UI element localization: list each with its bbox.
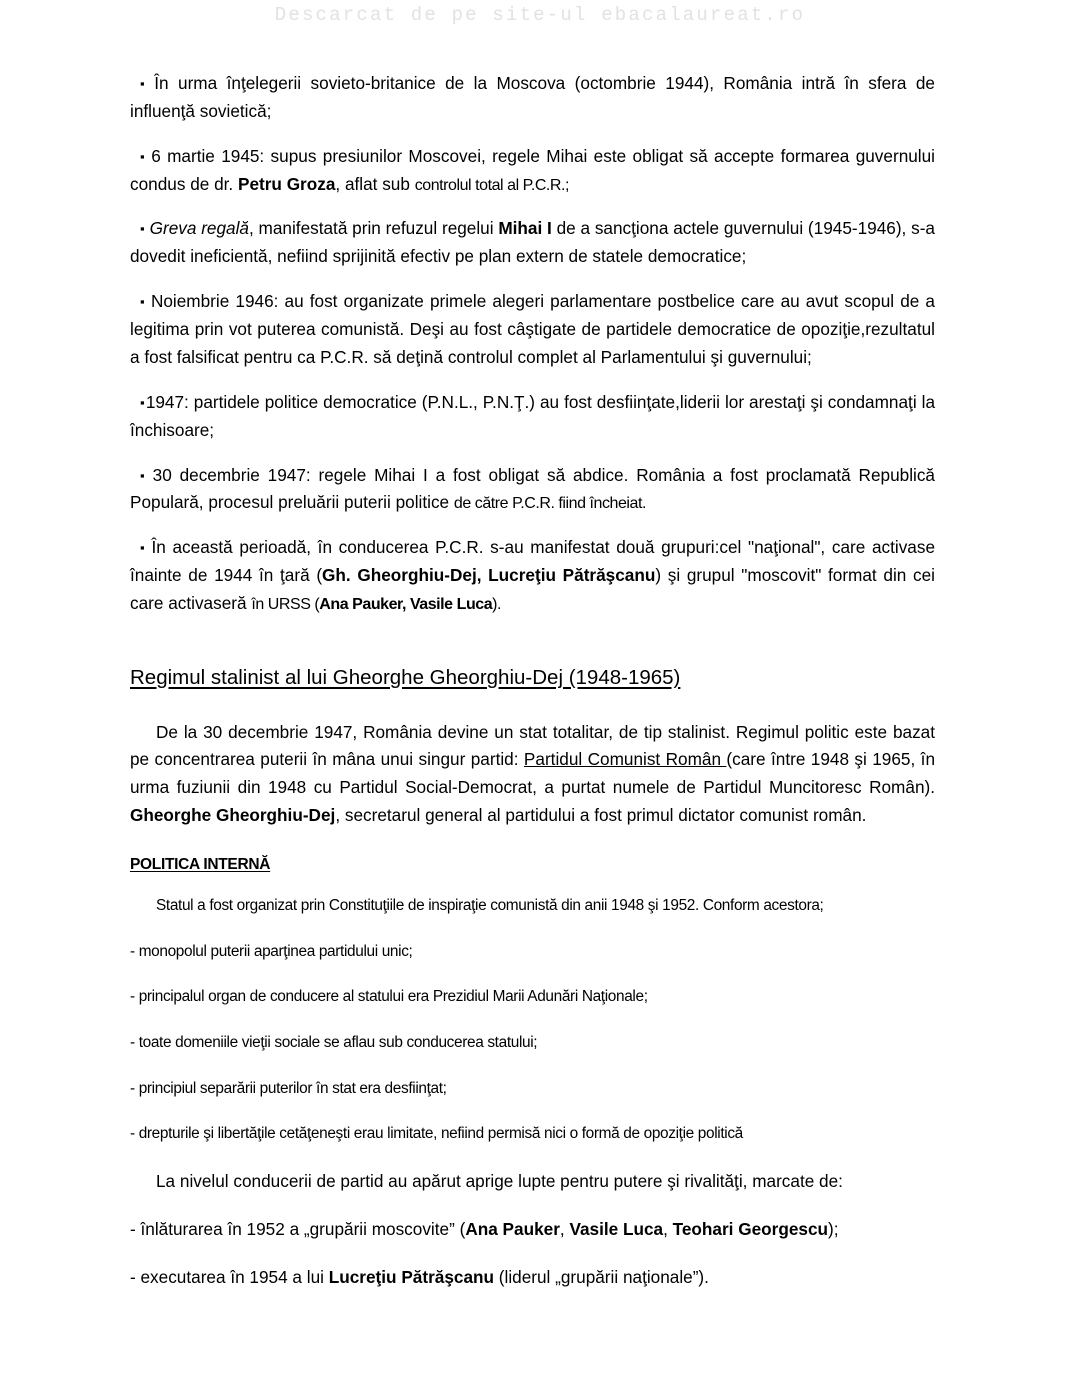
text-run: , aflat sub — [335, 173, 415, 194]
struggle-list — [130, 1216, 935, 1292]
text-run: (liderul „grupării naţionale”). — [494, 1266, 709, 1287]
text-run: De la 30 decembrie 1947, România devine un stat totalitar, de tip stalinist. Regimul politic este bazat pe concentrarea puterii în mâna unui singur partid: — [130, 721, 935, 770]
section-title: Regimul stalinist al lui Gheorghe Gheorghiu-Dej (1948-1965) — [130, 665, 681, 689]
policy-list-item: - drepturile şi libertăţile cetăţeneşti erau limitate, nefiind permisă nici o formă de opoziţie politică — [130, 1125, 743, 1143]
intro-paragraph — [130, 719, 935, 830]
text-condensed-bold: Ana Pauker, Vasile Luca — [319, 595, 493, 613]
text-run: , — [663, 1218, 673, 1239]
bullet-marker-icon: ▪ — [140, 540, 147, 556]
bullet-list — [130, 70, 935, 618]
bullet-marker-icon: ▪ — [140, 394, 145, 410]
bullet-marker-icon: ▪ — [140, 148, 147, 164]
bullet-paragraph — [130, 288, 935, 372]
text-run: , manifestată prin refuzul regelui — [248, 218, 499, 239]
text-condensed: ). — [492, 595, 502, 613]
text-condensed: în URSS ( — [251, 595, 320, 613]
text-run: 1947: partidele politice democratice (P.N.L., P.N.Ţ.) au fost desfiinţate,liderii lor arestaţi şi condamnaţi la închisoare; — [130, 391, 935, 440]
text-run: ); — [828, 1218, 839, 1239]
text-run: - executarea în 1954 a lui — [130, 1266, 329, 1287]
policy-list-item: - toate domeniile vieţii sociale se aflau sub conducerea statului; — [130, 1033, 538, 1051]
emphasis-bold: Vasile Luca — [569, 1218, 664, 1239]
bullet-paragraph — [130, 70, 935, 126]
emphasis-bold: Ana Pauker — [465, 1218, 560, 1239]
bullet-paragraph — [130, 143, 935, 199]
policy-list-item: - monopolul puterii aparţinea partidului unic; — [130, 942, 413, 960]
bullet-marker-icon: ▪ — [140, 467, 148, 483]
policy-list-item: - principiul separării puterilor în stat era desfiinţat; — [130, 1079, 447, 1097]
emphasis-bold: Teohari Georgescu — [672, 1218, 829, 1239]
text-run: , — [559, 1218, 570, 1239]
emphasis-bold: Gheorghe Gheorghiu-Dej — [130, 805, 336, 826]
bullet-paragraph — [130, 389, 935, 445]
bullet-marker-icon: ▪ — [140, 294, 146, 310]
text-run: 30 decembrie 1947: regele Mihai I a fost obligat să abdice. România a fost proclamată Republică Populară, procesul preluării puterii politice — [130, 464, 935, 513]
emphasis-bold: Gh. Gheorghiu-Dej, Lucreţiu Pătrăşcanu — [322, 565, 656, 586]
emphasis-bold: Lucreţiu Pătrăşcanu — [328, 1266, 494, 1287]
party-struggles-intro: La nivelul conducerii de partid au apărut aprige lupte pentru putere şi rivalităţi, marcate de: — [156, 1170, 843, 1191]
text-run: - înlăturarea în 1952 a „grupării moscovite” ( — [130, 1218, 466, 1239]
text-run: 6 martie 1945: supus presiunilor Moscovei, regele Mihai este obligat să accepte formarea guvernului condus de dr. — [130, 145, 936, 194]
internal-policy-intro: Statul a fost organizat prin Constituţiile de inspiraţie comunistă din anii 1948 şi 1952. Conform acestora; — [156, 897, 824, 915]
struggle-list-item — [130, 1264, 935, 1292]
text-run: , secretarul general al partidului a fost primul dictator comunist român. — [335, 805, 867, 826]
emphasis-underline: Partidul Comunist Român — [523, 749, 727, 770]
bullet-paragraph — [130, 534, 935, 618]
bullet-marker-icon: ▪ — [140, 221, 145, 237]
watermark-text: Descarcat de pe site-ul ebacalaureat.ro — [274, 4, 806, 26]
text-run: (care între 1948 şi 1965, în urma fuziunii din 1948 cu Partidul Social-Democrat, a purtat numele de Partidul Muncitoresc Român). — [130, 749, 936, 798]
text-run: În această perioadă, în conducerea P.C.R. s-au manifestat două grupuri:cel "naţional", care activase înainte de 1944 în ţară ( — [130, 537, 935, 586]
subheading-politica-interna: POLITICA INTERNĂ — [130, 856, 271, 874]
policy-list-item: - principalul organ de conducere al statului era Prezidiul Marii Adunări Naţionale; — [130, 988, 648, 1006]
text-condensed: controlul total al P.C.R.; — [414, 176, 570, 194]
text-run: de a sancţiona actele guvernului (1945-1946), s-a dovedit ineficientă, nefiind sprijinită efectiv pe plan extern de statele democratice; — [130, 218, 935, 267]
text-run: ) şi grupul "moscovit" format din cei care activaseră — [130, 565, 935, 613]
emphasis-bold: Mihai I — [498, 218, 552, 239]
bullet-paragraph — [130, 462, 935, 518]
bullet-paragraph — [130, 215, 935, 271]
text-run: În urma înţelegerii sovieto-britanice de la Moscova (octombrie 1944), România intră în sfera de influenţă sovietică; — [130, 73, 935, 121]
text-run: Noiembrie 1946: au fost organizate primele alegeri parlamentare postbelice care au avut scopul de a legitima prin vot puterea comunistă. Deşi au fost câştigate de partidele democratice de opoziţie,rezultatul a fost falsificat pentru ca P.C.R. să deţină controlul complet al Parlamentului şi guvernului; — [130, 291, 935, 367]
policy-list — [130, 940, 935, 1147]
emphasis-italic: Greva regală — [149, 218, 249, 239]
bullet-marker-icon: ▪ — [140, 76, 150, 91]
emphasis-bold: Petru Groza — [237, 173, 336, 194]
text-condensed: de către P.C.R. fiind încheiat. — [453, 495, 646, 513]
struggle-list-item — [130, 1216, 935, 1244]
